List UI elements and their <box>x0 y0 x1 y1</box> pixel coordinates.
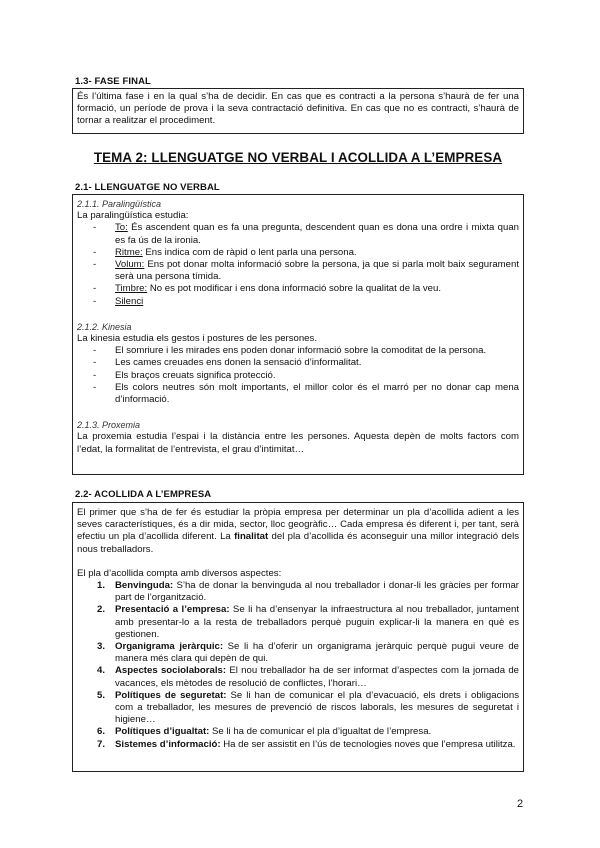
list-item <box>97 689 519 727</box>
list-item: - Els braços creuats significa protecció. <box>115 370 519 382</box>
item-text: El nou treballador ha de ser informat d’aspectes com la jornada de vacances, els mètodes de resolució de conflictes, l’horari… <box>115 665 519 689</box>
term: Silenci <box>115 295 144 307</box>
term: Polítiques de seguretat: <box>115 689 227 701</box>
term: Polítiques d’igualtat: <box>115 726 210 738</box>
item-text: S’ha de donar la benvinguda al nou treballador i donar-li les gràcies per formar part de l’organització. <box>115 580 519 604</box>
paralinguistica-intro: La paralingüística estudia: <box>77 210 189 222</box>
item-text: Se li ha de comunicar el pla d’igualtat de l’empresa. <box>209 726 432 738</box>
item-text: És ascendent quan es fa una pregunta, descendent quan es dona una ordre i mixta quan es fa ús de la ironia. <box>115 222 519 246</box>
item-text: Se li ha d’ensenyar la infraestructura al nou treballador, juntament amb presentar-lo a la resta de treballadors perquè puguin explicar-li la manera en què es gestionen. <box>115 604 519 640</box>
term: Aspectes sociolaborals: <box>115 665 227 677</box>
paralinguistica-list <box>77 222 519 307</box>
fase-final-text: És l’última fase i en la qual s’ha de decidir. En cas que es contracti a la persona s’haurà de fer una formació, un període de prova i la seva contractació definitiva. En cas que no es contracti, s’haurà de tornar a realitzar el procediment. <box>77 91 519 127</box>
list-item: - El somriure i les mirades ens poden donar informació sobre la comoditat de la persona. <box>115 345 519 357</box>
acollida-box <box>72 502 524 772</box>
term: Volum: <box>115 259 145 271</box>
list-item <box>115 296 519 308</box>
acollida-intro <box>77 507 519 556</box>
acollida-aspects-intro: El pla d’acollida compta amb diversos aspectes: <box>77 567 282 579</box>
term: Ritme: <box>115 246 143 258</box>
list-item <box>97 641 519 665</box>
item-text: Se li ha d’oferir un organigrama jeràrquic perquè pugui veure de manera més clara qui depèn de qui. <box>115 641 519 665</box>
term: Presentació a l’empresa: <box>115 604 230 616</box>
item-text: No es pot modificar i ens dona informació sobre la qualitat de la veu. <box>147 283 442 295</box>
list-item <box>115 222 519 246</box>
subheading-paralinguistica: 2.1.1. Paralingüística <box>77 199 162 209</box>
list-item <box>97 604 519 641</box>
llenguatge-box <box>72 194 524 475</box>
page-title: TEMA 2: LLENGUATGE NO VERBAL I ACOLLIDA A L’EMPRESA <box>93 150 503 165</box>
kinesia-list <box>77 345 519 406</box>
kinesia-intro: La kinesia estudia els gestos i postures de les persones. <box>77 333 317 345</box>
item-number: 5. <box>97 689 106 701</box>
subheading-kinesia: 2.1.2. Kinesia <box>77 321 132 332</box>
item-number: 7. <box>97 738 106 750</box>
list-item <box>115 247 519 259</box>
page-number: 2 <box>517 798 524 810</box>
list-item <box>115 259 519 283</box>
intro-text-a: El primer que s’ha de fer és estudiar la pròpia empresa per determinar un pla d’acollida adient a les seves característiques, és a dir mida, sector, lloc geogràfic… Cada empresa és diferent i, per tant, serà efectiu un pla d’acollida diferent. La <box>77 507 519 543</box>
item-text: Ens pot donar molta informació sobre la persona, ja que si parla molt baix segurament serà una persona tímida. <box>115 259 519 283</box>
acollida-aspects-list <box>77 580 519 751</box>
item-number: 6. <box>97 726 106 738</box>
list-item: - Les cames creuades ens donen la sensació d’informalitat. <box>115 357 519 369</box>
item-text: Ha de ser assistit en l’ús de tecnologies noves que l’empresa utilitza. <box>220 738 516 750</box>
term: Timbre: <box>115 283 148 295</box>
item-text: Se li han de comunicar el pla d’evacuació, els drets i obligacions com a treballador, les mesures de prevenció de riscos laborals, les mesures de seguretat i higiene… <box>115 689 519 726</box>
term: Organigrama jeràrquic: <box>115 641 224 653</box>
subheading-proxemia: 2.1.3. Proxemia <box>77 420 141 431</box>
section-heading-fase-final: 1.3- FASE FINAL <box>75 76 151 87</box>
item-number: 4. <box>97 665 106 677</box>
term: Benvinguda: <box>115 580 174 592</box>
item-number: 1. <box>97 580 106 592</box>
section-heading-llenguatge: 2.1- LLENGUATGE NO VERBAL <box>75 182 220 193</box>
fase-final-box <box>72 88 524 134</box>
list-item <box>97 726 519 738</box>
list-item <box>97 738 519 751</box>
list-item <box>115 283 519 295</box>
intro-bold: finalitat <box>234 531 269 543</box>
item-number: 3. <box>97 641 106 653</box>
list-item <box>97 580 519 604</box>
list-item <box>97 665 519 689</box>
term: Sistemes d’informació: <box>115 738 221 750</box>
item-number: 2. <box>97 604 106 616</box>
section-heading-acollida: 2.2- ACOLLIDA A L’EMPRESA <box>75 489 212 500</box>
intro-text-b: del pla d’acollida és aconseguir una millor integració dels nous treballadors. <box>77 531 519 555</box>
item-text: Ens indica com de ràpid o lent parla una persona. <box>142 246 357 258</box>
list-item: - Els colors neutres són molt importants, el millor color és el marró per no donar cap mena d’informació. <box>115 382 519 406</box>
term: To: <box>115 222 128 234</box>
proxemia-text: La proxemia estudia l’espai i la distància entre les persones. Aquesta depèn de molts factors com l’edat, la formalitat de l’entrevista, el grau d’intimitat… <box>77 431 519 455</box>
